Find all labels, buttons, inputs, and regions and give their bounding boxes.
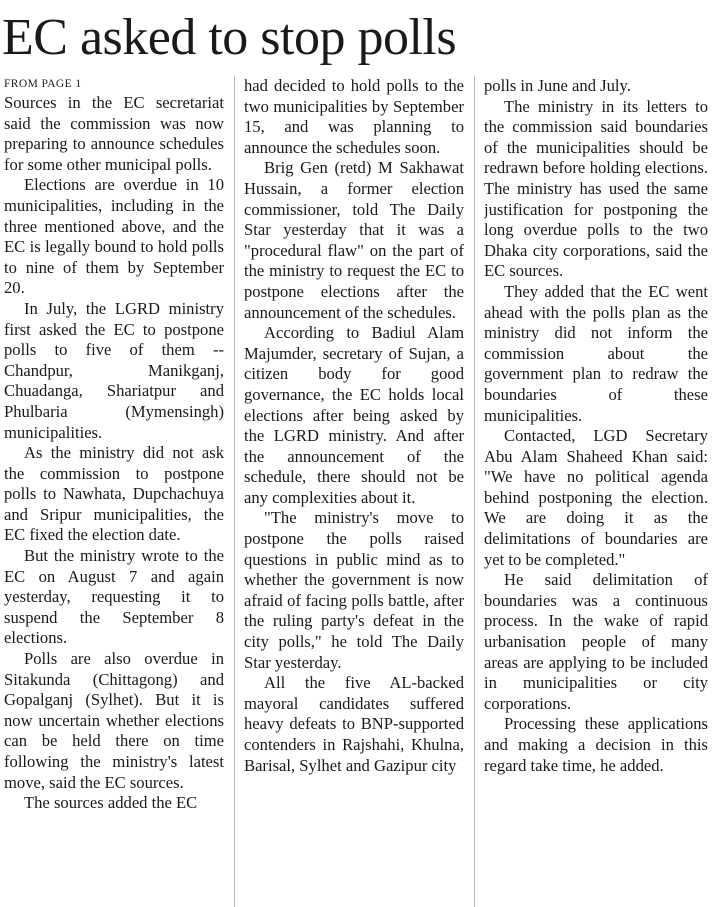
paragraph: The ministry in its letters to the commission said boundaries of the municipalities should be redrawn before holding elections. The ministry has used the same justification for postponing the long overdue polls to the two Dhaka city corporations, said the EC sources. — [484, 96, 708, 281]
paragraph: Brig Gen (retd) M Sakhawat Hussain, a former election commissioner, told The Daily Star yesterday that it was a "procedural flaw" on the part of the ministry to request the EC to postpone elections after the announcement of the schedules. — [244, 158, 464, 322]
paragraph: Contacted, LGD Secretary Abu Alam Shaheed Khan said: "We have no political agenda behind postponing the election. We are doing it as the delimitations of boundaries are yet to be completed." — [484, 426, 708, 569]
article-body — [4, 76, 716, 907]
paragraph: polls in June and July. — [484, 76, 631, 95]
paragraph: Elections are overdue in 10 municipalities, including in the three mentioned above, and the EC is legally bound to hold polls to nine of them by September 20. — [4, 175, 224, 298]
paragraph: The sources added the EC — [24, 793, 198, 813]
paragraph: According to Badiul Alam Majumder, secretary of Sujan, a citizen body for good governance, the EC holds local elections after being asked by the LGRD ministry. And after the announcement of the schedule, there should not be any complexities about it. — [244, 323, 464, 507]
article-column-1 — [4, 76, 224, 907]
paragraph: had decided to hold polls to the two municipalities by September 15, and was planning to announce the schedules soon. — [244, 76, 464, 157]
continuation-kicker: FROM PAGE 1 — [4, 78, 82, 90]
paragraph: As the ministry did not ask the commission to postpone polls to Nawhata, Dupchachuya and Sripur municipalities, the EC fixed the election date. — [4, 443, 224, 545]
article-headline: EC asked to stop polls — [2, 9, 457, 66]
article-column-3 — [484, 76, 708, 907]
paragraph: Sources in the EC secretariat said the commission was now preparing to announce schedules for some other municipal polls. — [4, 93, 224, 174]
paragraph: In July, the LGRD ministry first asked the EC to postpone polls to five of them -- Chandpur, Manikganj, Chuadanga, Shariatpur and Phulbaria (Mymensingh) municipalities. — [4, 298, 224, 442]
paragraph: Polls are also overdue in Sitakunda (Chittagong) and Gopalganj (Sylhet). But it is now uncertain whether elections can be held there on time following the ministry's latest move, said the EC sources. — [4, 649, 224, 792]
paragraph: "The ministry's move to postpone the polls raised questions in public mind as to whether the government is now afraid of facing polls battle, after the ruling party's defeat in the city polls," he told The Daily Star yesterday. — [244, 508, 464, 672]
paragraph: He said delimitation of boundaries was a continuous process. In the wake of rapid urbanisation people of many areas are applying to be included in municipalities or city corporations. — [484, 570, 708, 713]
paragraph: But the ministry wrote to the EC on August 7 and again yesterday, requesting it to suspend the September 8 elections. — [4, 546, 224, 648]
paragraph: They added that the EC went ahead with the polls plan as the ministry did not inform the commission about the government plan to redraw the boundaries of these municipalities. — [484, 281, 708, 425]
paragraph: All the five AL-backed mayoral candidates suffered heavy defeats to BNP-supported contenders in Rajshahi, Khulna, Barisal, Sylhet and Gazipur city — [244, 673, 464, 775]
column-divider — [474, 76, 475, 907]
article-column-2 — [244, 76, 464, 907]
column-divider — [234, 76, 235, 907]
paragraph: Processing these applications and making a decision in this regard take time, he added. — [484, 714, 708, 775]
